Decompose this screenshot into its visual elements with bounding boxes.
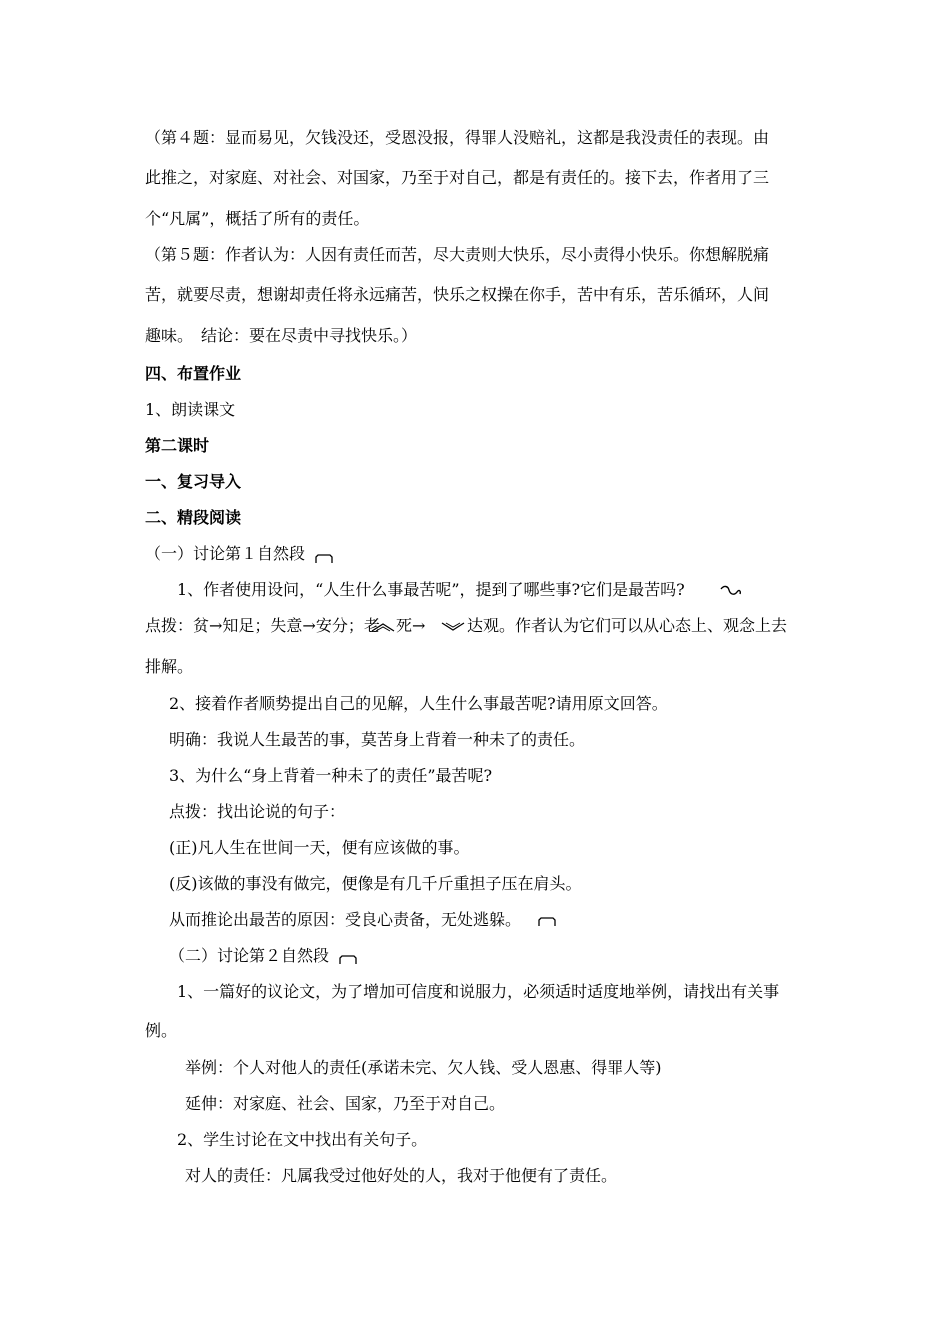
section-heading: 第二课时 [145,436,210,455]
text-line: 2、接着作者顺势提出自己的见解，人生什么事最苦呢?请用原文回答。 [169,694,668,713]
text-line: 1、一篇好的议论文，为了增加可信度和说服力，必须适时适度地举例，请找出有关事 [177,982,780,1001]
edit-mark-icon [339,955,357,965]
text-line: 延伸：对家庭、社会、国家，乃至于对自己。 [185,1094,506,1113]
text-line: 举例：个人对他人的责任(承诺未完、欠人钱、受人恩惠、得罪人等) [185,1058,662,1077]
text-line: 死→ [396,616,426,635]
text-line: 3、为什么“身上背着一种未了的责任”最苦呢? [169,766,493,785]
text-line: 例。 [145,1021,178,1040]
text-line: 点拨：找出论说的句子： [169,802,346,821]
text-line: （第５题：作者认为：人因有责任而苦，尽大责则大快乐，尽小责得小快乐。你想解脱痛 [145,245,770,264]
text-line: 对人的责任：凡属我受过他好处的人，我对于他便有了责任。 [185,1166,618,1185]
edit-mark-icon [315,554,333,564]
text-line: 点拨：贫→知足；失意→安分；老 [145,616,380,635]
text-line: 明确：我说人生最苦的事，莫苦身上背着一种未了的责任。 [169,730,586,749]
text-line: 1、作者使用设问，“人生什么事最苦呢”，提到了哪些事?它们是最苦吗? [177,580,685,599]
text-line: 达观。作者认为它们可以从心态上、观念上去 [467,616,788,635]
text-line: 从而推论出最苦的原因：受良心责备，无处逃躲。 [169,910,522,929]
text-line: （第４题：显而易见，欠钱没还，受恩没报，得罪人没赔礼，这都是我没责任的表现。由 [145,128,770,147]
text-line: 苦，就要尽责，想谢却责任将永远痛苦，快乐之权操在你手，苦中有乐，苦乐循环，人间 [145,285,770,304]
scribble-icon [720,584,742,598]
text-line: 个“凡属”，概括了所有的责任。 [145,209,370,228]
text-line: （一）讨论第１自然段 [145,544,306,563]
text-line: (正)凡人生在世间一天，便有应该做的事。 [169,838,470,857]
text-line: (反)该做的事没有做完，便像是有几千斤重担子压在肩头。 [169,874,582,893]
text-line: 趣味。 结论：要在尽责中寻找快乐。） [145,326,418,345]
section-heading: 二、精段阅读 [145,508,242,527]
text-line: 排解。 [145,657,194,676]
text-line: （二）讨论第２自然段 [169,946,330,965]
caret-down-icon [441,622,465,632]
section-heading: 四、布置作业 [145,364,242,383]
text-line: 1、朗读课文 [145,400,236,419]
edit-mark-icon [538,917,556,927]
text-line: 此推之，对家庭、对社会、对国家，乃至于对自己，都是有责任的。接下去，作者用了三 [145,168,770,187]
text-line: 2、学生讨论在文中找出有关句子。 [177,1130,428,1149]
caret-up-icon [371,622,395,632]
section-heading: 一、复习导入 [145,472,242,491]
